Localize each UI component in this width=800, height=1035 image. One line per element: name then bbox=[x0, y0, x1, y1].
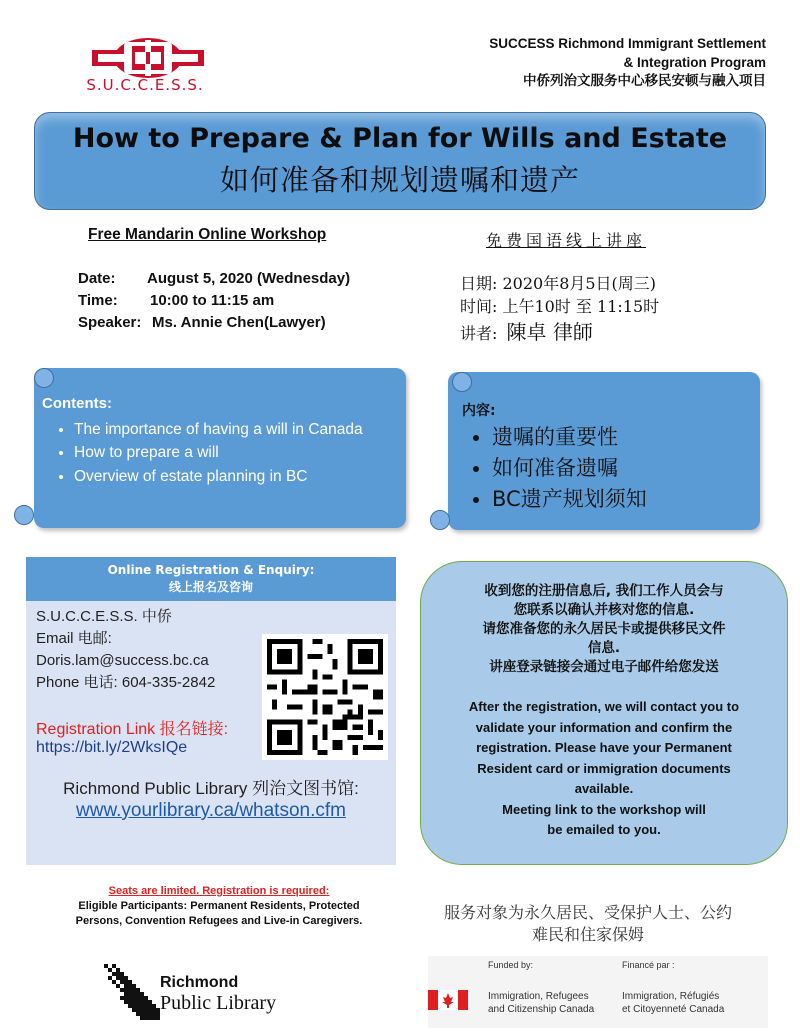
scroll-curl-bottom bbox=[430, 510, 450, 530]
library-line: Richmond Public Library 列治文图书馆: bbox=[63, 779, 359, 798]
contents-zh-list bbox=[462, 422, 748, 515]
org-line-2: & Integration Program bbox=[623, 55, 766, 70]
registration-link-label: Registration Link 报名链接: bbox=[36, 721, 229, 738]
eligibility-chinese bbox=[414, 902, 762, 946]
ircc-french bbox=[622, 990, 724, 1016]
notice-line: validate your information and confirm the bbox=[475, 719, 733, 735]
org-line-1: SUCCESS Richmond Immigrant Settlement bbox=[489, 36, 766, 51]
date-row bbox=[78, 270, 350, 287]
zh-time: 时间: 上午10时 至 11:15时 bbox=[460, 297, 660, 316]
notice-line: 讲座登录链接会通过电子邮件给您发送 bbox=[489, 659, 719, 675]
library-link[interactable]: www.yourlibrary.ca/whatson.cfm bbox=[76, 800, 346, 821]
notice-english bbox=[421, 697, 787, 841]
workshop-heading-en: Free Mandarin Online Workshop bbox=[88, 226, 327, 243]
eligibility-notice bbox=[34, 884, 404, 929]
eligibility-zh-line: 服务对象为永久居民、受保护人士、公约 bbox=[443, 903, 732, 922]
canada-flag-icon bbox=[428, 990, 468, 1010]
zh-speaker-row bbox=[460, 316, 593, 345]
eligible-line-1: Eligible Participants: Permanent Residents, Protected bbox=[78, 900, 360, 912]
registration-contact bbox=[36, 606, 215, 694]
notice-line: available. bbox=[574, 781, 634, 796]
library-name-1: Richmond bbox=[160, 974, 239, 991]
qr-code bbox=[262, 634, 388, 760]
eligibility-zh-line: 难民和住家保姆 bbox=[531, 925, 644, 944]
contents-heading: Contents: bbox=[42, 395, 112, 412]
notice-line: Meeting link to the workshop will bbox=[502, 801, 706, 817]
date-value: August 5, 2020 (Wednesday) bbox=[147, 270, 351, 287]
ircc-en-line: and Citizenship Canada bbox=[488, 1004, 595, 1015]
email-label: Email 电邮: bbox=[36, 630, 112, 647]
ircc-fr-line: Immigration, Réfugiés bbox=[622, 991, 720, 1002]
zh-date: 日期: 2020年8月5日(周三) bbox=[460, 274, 657, 293]
title-english: How to Prepare & Plan for Wills and Estate bbox=[72, 123, 728, 154]
library-name-2: Public Library bbox=[160, 992, 277, 1014]
notice-line: 收到您的注册信息后, 我们工作人员会与 bbox=[484, 583, 724, 599]
registration-heading-zh: 线上报名及咨询 bbox=[168, 580, 253, 594]
contents-english bbox=[34, 368, 406, 528]
notice-line: registration. Please have your Permanent bbox=[476, 740, 732, 755]
logo-text: S.U.C.C.E.S.S. bbox=[86, 76, 204, 94]
list-item: • 遗嘱的重要性 bbox=[492, 422, 748, 453]
speaker-value: Ms. Annie Chen(Lawyer) bbox=[152, 314, 326, 331]
registration-header bbox=[26, 557, 396, 601]
ircc-en-line: Immigration, Refugees bbox=[488, 991, 589, 1002]
finance-par-label: Financé par : bbox=[622, 960, 675, 970]
seats-limited: Seats are limited. Registration is required: bbox=[108, 885, 330, 897]
list-item: • 如何准备遗嘱 bbox=[492, 453, 748, 484]
ircc-english bbox=[488, 990, 594, 1016]
org-line-3: 中侨列治文服务中心移民安顿与融入项目 bbox=[523, 73, 766, 89]
list-item: • BC遗产规划须知 bbox=[492, 484, 748, 515]
notice-line: After the registration, we will contact you to bbox=[468, 699, 740, 714]
registration-notice bbox=[420, 561, 788, 865]
list-item: • Overview of estate planning in BC bbox=[74, 465, 392, 489]
scroll-curl-top bbox=[452, 372, 472, 392]
scroll-curl-top bbox=[34, 368, 54, 388]
funded-by-label: Funded by: bbox=[488, 960, 534, 970]
registration-heading-en: Online Registration & Enquiry: bbox=[107, 563, 315, 577]
scroll-curl-bottom bbox=[14, 505, 34, 525]
ircc-fr-line: et Citoyenneté Canada bbox=[622, 1004, 725, 1015]
date-label: Date: bbox=[78, 270, 116, 287]
library-logo-icon bbox=[104, 964, 160, 1020]
org-name bbox=[426, 34, 766, 91]
list-item: • How to prepare a will bbox=[74, 441, 392, 465]
time-value: 10:00 to 11:15 am bbox=[150, 292, 275, 309]
notice-chinese bbox=[421, 582, 787, 677]
notice-line: be emailed to you. bbox=[547, 822, 661, 837]
phone-number: Phone 电话: 604-335-2842 bbox=[36, 674, 216, 691]
title-banner bbox=[34, 112, 766, 210]
time-label: Time: bbox=[78, 292, 118, 309]
contents-chinese bbox=[448, 372, 760, 530]
registration-link[interactable]: https://bit.ly/2WksIQe bbox=[36, 739, 188, 756]
notice-line: 请您准备您的永久居民卡或提供移民文件 bbox=[482, 621, 726, 637]
notice-line: 您联系以确认并核对您的信息. bbox=[513, 602, 695, 618]
speaker-row bbox=[78, 314, 326, 331]
registration-org: S.U.C.C.E.S.S. 中侨 bbox=[36, 608, 172, 625]
time-row bbox=[78, 292, 274, 309]
title-chinese: 如何准备和规划遗嘱和遗产 bbox=[219, 163, 580, 197]
notice-line: Resident card or immigration documents bbox=[477, 760, 731, 776]
funder-block bbox=[428, 956, 768, 1028]
contents-zh-heading: 内容: bbox=[462, 403, 496, 419]
zh-speaker-label: 讲者: bbox=[460, 324, 498, 343]
workshop-heading-zh: 免费国语线上讲座 bbox=[486, 231, 647, 250]
notice-line: 信息. bbox=[587, 640, 621, 656]
list-item: • The importance of having a will in Canada bbox=[74, 418, 392, 442]
email-link[interactable]: Doris.lam@success.bc.ca bbox=[36, 652, 209, 669]
speaker-label: Speaker: bbox=[78, 314, 142, 331]
contents-list bbox=[42, 418, 392, 489]
zh-speaker-value: 陳卓 律師 bbox=[506, 320, 593, 344]
eligible-line-2: Persons, Convention Refugees and Live-in Caregivers. bbox=[75, 915, 363, 927]
